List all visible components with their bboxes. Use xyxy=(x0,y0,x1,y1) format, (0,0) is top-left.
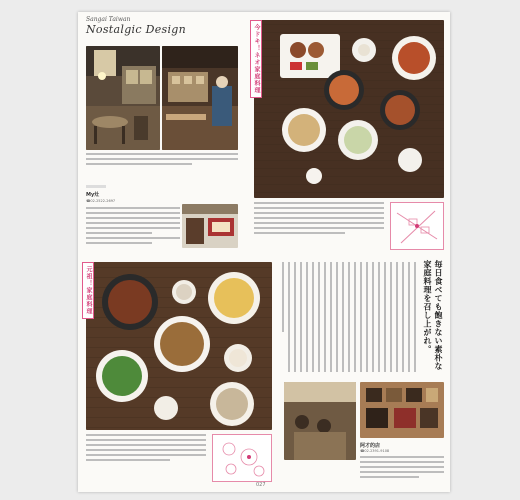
original-home-cooking-photo xyxy=(86,262,272,430)
shop1-description xyxy=(86,207,180,249)
shop2-map xyxy=(212,434,272,482)
header-title: Nostalgic Design xyxy=(86,23,187,36)
shop1-name: My灶 xyxy=(86,192,100,198)
neo-home-cooking-photo xyxy=(254,20,444,198)
shop2-name: 阿才的店 xyxy=(360,443,381,449)
shop2-phone: ☎02-2391-9108 xyxy=(360,449,390,453)
shop1-phone: ☎02-2522-2697 xyxy=(86,199,116,203)
header-eyebrow: Sangai Taiwan xyxy=(86,16,131,23)
neo-home-cooking-label: 今ドキ！ネオ家庭料理 xyxy=(250,20,262,98)
article-body xyxy=(278,262,420,374)
original-home-cooking-label: 元祖！家庭料理 xyxy=(82,262,94,319)
caption-top-right xyxy=(254,202,384,246)
shop1-map xyxy=(390,202,444,250)
shop1-tag xyxy=(86,185,106,188)
page-number: 027 xyxy=(256,482,266,488)
header xyxy=(86,16,186,36)
interior-photo-left xyxy=(86,46,160,150)
shop2-interior-photo xyxy=(284,382,356,460)
interior-photo-right xyxy=(162,46,238,150)
shop2-description xyxy=(360,456,444,486)
caption-bottom-left xyxy=(86,434,206,474)
shop1-storefront-photo xyxy=(182,204,238,248)
magazine-page xyxy=(78,12,450,492)
map-icon xyxy=(391,203,443,249)
caption-top-left xyxy=(86,153,238,173)
shop2-wall-photo xyxy=(360,382,444,438)
headline: 毎日食べても飽きない素朴な家庭料理を召し上がれ。 xyxy=(423,260,443,371)
